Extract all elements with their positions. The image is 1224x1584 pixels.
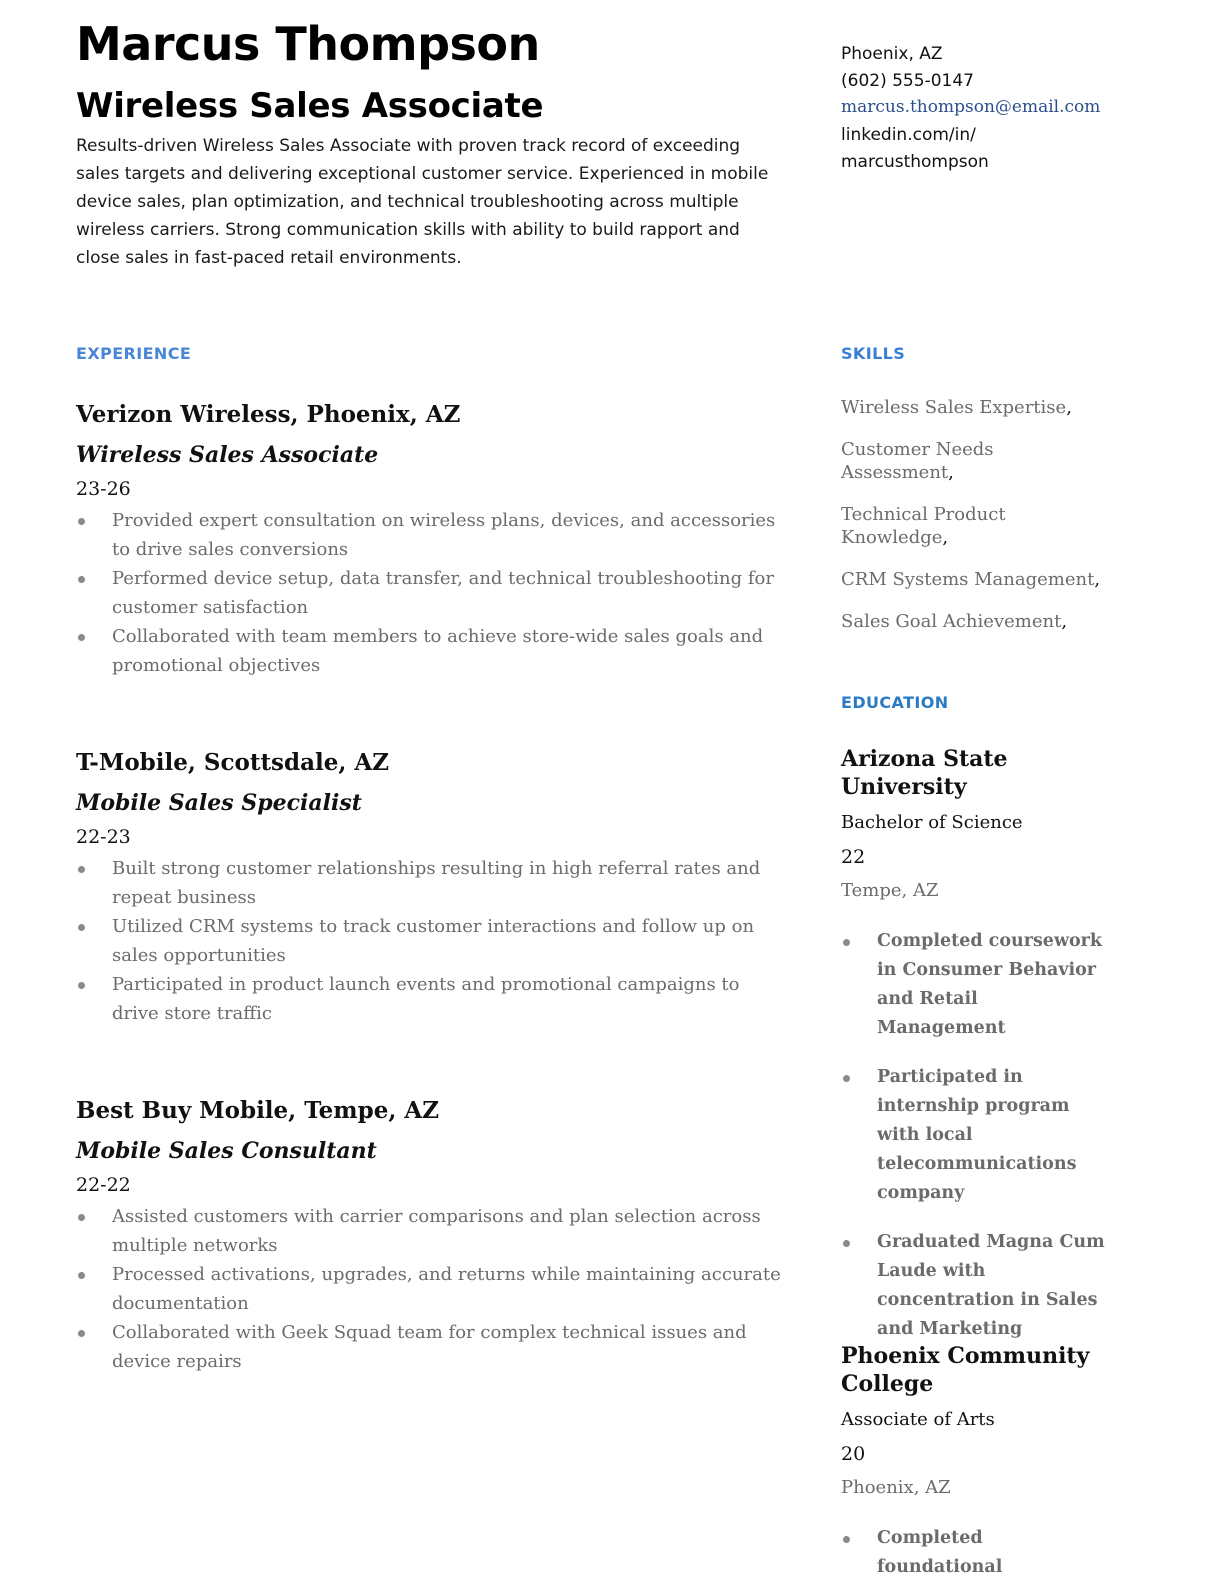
bullet-dot-icon — [78, 634, 85, 641]
contact-location: Phoenix, AZ — [841, 44, 943, 64]
job-bullet-text: Provided expert consultation on wireless plans, devices, and accessories to drive sales conversions — [112, 510, 776, 560]
bullet-dot-icon — [78, 866, 85, 873]
bullet-dot-icon — [843, 1536, 850, 1543]
job-bullet — [76, 854, 781, 912]
experience-entry — [76, 400, 781, 680]
education-bullet-text: Graduated Magna Cum Laude with concentration in Sales and Marketing — [877, 1232, 1105, 1339]
education-school: Phoenix Community College — [841, 1343, 1090, 1397]
skill-separator: , — [1094, 569, 1101, 590]
bullet-dot-icon — [843, 939, 850, 946]
bullet-dot-icon — [78, 924, 85, 931]
skill-item — [841, 396, 1111, 419]
job-bullet-text: Utilized CRM systems to track customer interactions and follow up on sales opportunities — [112, 916, 755, 966]
education-bullet-text: Participated in internship program with local telecommunications company — [877, 1067, 1077, 1203]
job-title: Mobile Sales Consultant — [76, 1138, 377, 1164]
education-entry — [841, 1342, 1111, 1584]
skill-text: Technical Product Knowledge — [841, 504, 1006, 548]
job-bullet — [76, 622, 781, 680]
education-bullet — [841, 1063, 1111, 1208]
job-bullet — [76, 1318, 781, 1376]
education-bullet-text: Completed foundational — [877, 1528, 1003, 1577]
job-bullet — [76, 1202, 781, 1260]
job-bullet-text: Processed activations, upgrades, and returns while maintaining accurate documentation — [112, 1264, 781, 1314]
job-bullet — [76, 1260, 781, 1318]
education-bullet — [841, 927, 1111, 1043]
skills-list — [841, 396, 1111, 652]
bullet-dot-icon — [843, 1075, 850, 1082]
job-company: Best Buy Mobile, Tempe, AZ — [76, 1097, 440, 1124]
contact-linkedin-line1: linkedin.com/in/ — [841, 125, 976, 145]
job-bullet-text: Participated in product launch events and promotional campaigns to drive store traffic — [112, 974, 740, 1024]
skill-separator: , — [942, 527, 949, 548]
job-bullet-text: Performed device setup, data transfer, and technical troubleshooting for customer satisfaction — [112, 568, 774, 618]
bullet-dot-icon — [78, 1272, 85, 1279]
job-bullet-text: Assisted customers with carrier comparisons and plan selection across multiple networks — [112, 1206, 761, 1256]
skill-text: CRM Systems Management — [841, 569, 1095, 590]
skills-heading: SKILLS — [841, 344, 906, 363]
skill-item — [841, 568, 1111, 591]
job-title: Mobile Sales Specialist — [76, 790, 362, 816]
job-company: Verizon Wireless, Phoenix, AZ — [76, 401, 461, 428]
job-bullet-text: Collaborated with team members to achieve store-wide sales goals and promotional objectives — [112, 626, 764, 676]
experience-heading: EXPERIENCE — [76, 344, 192, 363]
job-bullet-list — [76, 506, 781, 680]
skill-separator: , — [1061, 611, 1068, 632]
candidate-headline: Wireless Sales Associate — [76, 86, 544, 126]
job-company: T-Mobile, Scottsdale, AZ — [76, 749, 390, 776]
bullet-dot-icon — [843, 1240, 850, 1247]
skill-text: Wireless Sales Expertise — [841, 397, 1067, 418]
job-dates: 23-26 — [76, 478, 131, 500]
education-location: Phoenix, AZ — [841, 1477, 951, 1498]
job-bullet — [76, 506, 781, 564]
candidate-name: Marcus Thompson — [76, 17, 540, 71]
education-school: Arizona State University — [841, 746, 1008, 800]
skill-item — [841, 438, 1111, 484]
experience-entry — [76, 748, 781, 1028]
skill-text: Customer Needs Assessment — [841, 439, 994, 483]
job-bullet — [76, 564, 781, 622]
education-degree: Bachelor of Science — [841, 812, 1023, 833]
contact-phone: (602) 555-0147 — [841, 71, 974, 91]
contact-block — [841, 41, 1103, 176]
skill-text: Sales Goal Achievement — [841, 611, 1062, 632]
bullet-dot-icon — [78, 576, 85, 583]
job-bullet-list — [76, 854, 781, 1028]
bullet-dot-icon — [78, 982, 85, 989]
bullet-dot-icon — [78, 1330, 85, 1337]
job-bullet — [76, 912, 781, 970]
job-bullet-text: Built strong customer relationships resulting in high referral rates and repeat business — [112, 858, 761, 908]
education-bullet — [841, 1228, 1111, 1344]
education-bullet-list — [841, 927, 1111, 1344]
experience-entry — [76, 1096, 781, 1376]
skill-separator: , — [1066, 397, 1072, 418]
job-bullet-text: Collaborated with Geek Squad team for complex technical issues and device repairs — [112, 1322, 747, 1372]
education-bullet-text: Completed coursework in Consumer Behavior and Retail Management — [877, 931, 1103, 1038]
job-dates: 22-22 — [76, 1174, 131, 1196]
skill-item — [841, 503, 1111, 549]
education-location: Tempe, AZ — [841, 880, 939, 901]
education-entry — [841, 745, 1111, 1364]
education-year: 22 — [841, 846, 866, 868]
job-bullet-list — [76, 1202, 781, 1376]
bullet-dot-icon — [78, 518, 85, 525]
contact-email-link[interactable]: marcus.thompson@email.com — [841, 97, 1101, 117]
bullet-dot-icon — [78, 1214, 85, 1221]
education-bullet-list — [841, 1524, 1111, 1582]
education-heading: EDUCATION — [841, 693, 949, 712]
skill-item — [841, 610, 1111, 633]
job-dates: 22-23 — [76, 826, 131, 848]
professional-summary: Results-driven Wireless Sales Associate with proven track record of exceeding sales targets and delivering exceptional customer service. Experienced in mobile device sales, plan optimization, and technical troubleshooting across multiple wireless carriers. Strong communication skills with ability to build rapport and close sales in fast-paced retail environments. — [76, 136, 769, 268]
job-bullet — [76, 970, 781, 1028]
job-title: Wireless Sales Associate — [76, 442, 379, 468]
skill-separator: , — [948, 462, 954, 483]
contact-linkedin-line2: marcusthompson — [841, 152, 989, 172]
education-year: 20 — [841, 1443, 866, 1465]
education-bullet — [841, 1524, 1111, 1582]
education-degree: Associate of Arts — [841, 1409, 995, 1430]
